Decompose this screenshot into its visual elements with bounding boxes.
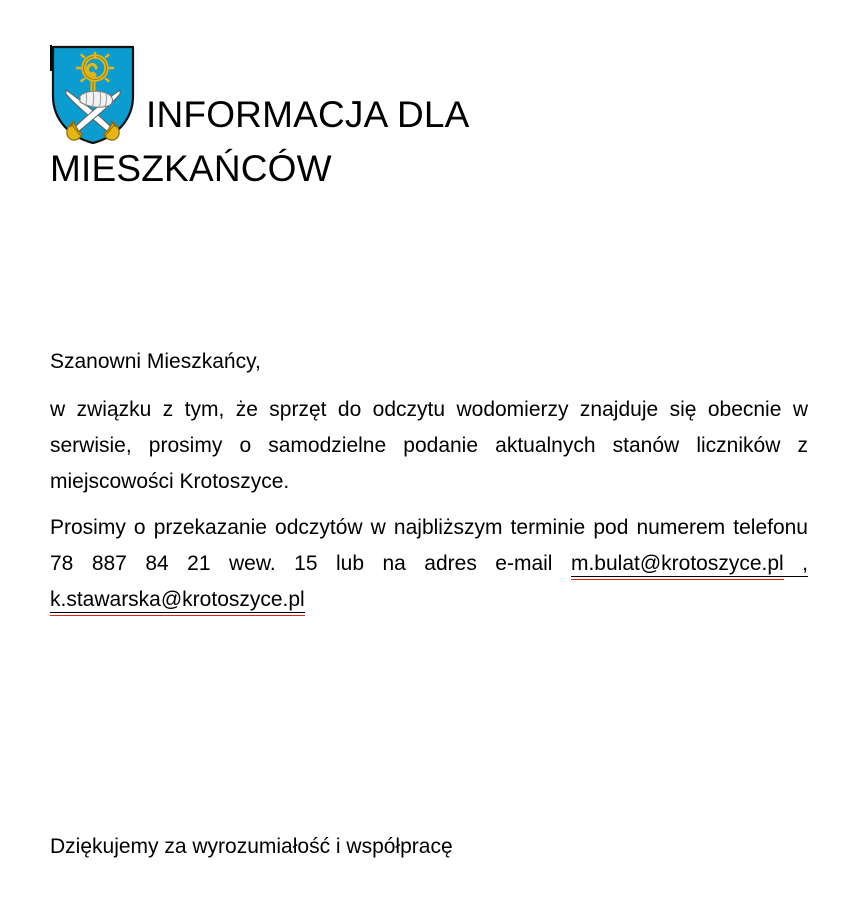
document-header: [50, 44, 810, 194]
coat-of-arms-icon: [50, 44, 136, 146]
salutation-text: Szanowni Mieszkańcy,: [50, 350, 261, 373]
email-separator: ,: [783, 552, 809, 575]
email-link-secondary[interactable]: k.stawarska@krotoszyce.pl: [50, 588, 305, 611]
paragraph-2-text: Prosimy o przekazanie odczytów w najbliższym terminie pod numerem telefonu 78 887 84 21 wew. 15 lub na adres e-mail: [50, 516, 808, 575]
email-link-primary[interactable]: m.bulat@krotoszyce.pl: [570, 552, 784, 575]
paragraph-2: [50, 510, 808, 618]
closing-text: Dziękujemy za wyrozumiałość i współpracę: [50, 835, 453, 858]
document-body: [50, 344, 808, 618]
paragraph-1: w związku z tym, że sprzęt do odczytu wodomierzy znajduje się obecnie w serwisie, prosimy o samodzielne podanie aktualnych stanów liczników z miejscowości Krotoszyce.: [50, 398, 808, 493]
page-title-text-1: INFORMACJA DLA: [146, 94, 470, 135]
page-title-line-2: MIESZKAŃCÓW: [50, 148, 332, 189]
page-title-line-1: [50, 44, 810, 146]
